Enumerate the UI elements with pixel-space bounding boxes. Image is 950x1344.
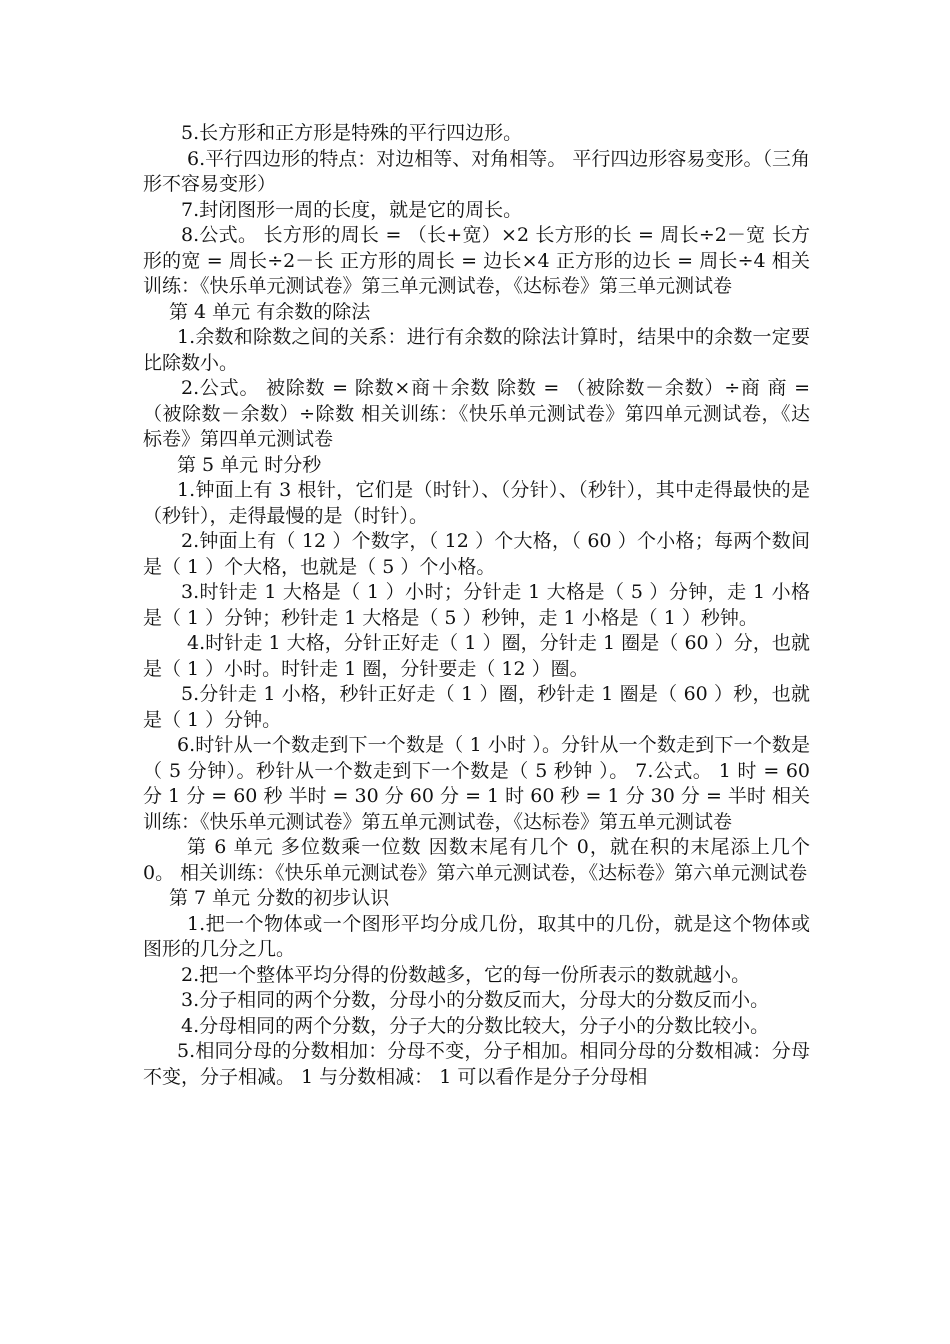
paragraph-minute-second: 5.分针走 1 小格，秒针正好走（ 1 ）圈，秒针走 1 圈是（ 60 ）秒，也就是（ 1 ）分钟。 — [143, 683, 810, 731]
section-heading-unit4: 第 4 单元 有余数的除法 — [169, 300, 371, 323]
paragraph-hand-movement: 3.时针走 1 大格是（ 1 ）小时；分针走 1 大格是（ 5 ）分钟，走 1 小格是（ 1 ）分钟；秒针走 1 大格是（ 5 ）秒钟，走 1 小格是（ 1 ）秒钟。 — [143, 581, 810, 629]
document-body — [143, 121, 810, 1090]
paragraph-clock-face: 2.钟面上有（ 12 ）个数字，（ 12 ）个大格，（ 60 ）个小格；每两个数间是（ 1 ）个大格，也就是（ 5 ）个小格。 — [143, 530, 810, 578]
section-heading-unit7: 第 7 单元 分数的初步认识 — [169, 887, 390, 909]
paragraph-fraction-definition: 1.把一个物体或一个图形平均分成几份，取其中的几份，就是这个物体或图形的几分之几。 — [143, 912, 810, 960]
paragraph-item-5: 5.长方形和正方形是特殊的平行四边形。 — [181, 122, 523, 144]
paragraph-clock-hands: 1.钟面上有 3 根针，它们是（时针）、（分针）、（秒针），其中走得最快的是（秒针），走得最慢的是（时针）。 — [143, 479, 810, 527]
paragraph-hour-minute: 4.时针走 1 大格，分针正好走（ 1 ）圈，分针走 1 圈是（ 60 ）分，也就是（ 1 ）小时。时针走 1 圈，分针要走（ 12 ）圈。 — [143, 632, 810, 680]
section-heading-unit6: 第 6 单元 多位数乘一位数 因数末尾有几个 0，就在积的末尾添上几个 0。 相关训练：《快乐单元测试卷》第六单元测试卷，《达标卷》第六单元测试卷 — [143, 836, 810, 884]
section-heading-unit5: 第 5 单元 时分秒 — [177, 453, 322, 476]
paragraph-same-denominator: 4.分母相同的两个分数，分子大的分数比较大，分子小的分数比较小。 — [181, 1014, 770, 1037]
paragraph-fraction-parts: 2.把一个整体平均分得的份数越多，它的每一份所表示的数就越小。 — [181, 963, 751, 986]
paragraph-item-7: 7.封闭图形一周的长度，就是它的周长。 — [181, 198, 523, 221]
paragraph-item-6: 6.平行四边形的特点：对边相等、对角相等。 平行四边形容易变形。（三角形不容易变形） — [143, 147, 810, 195]
paragraph-same-numerator: 3.分子相同的两个分数，分母小的分数反而大，分母大的分数反而小。 — [181, 989, 770, 1011]
paragraph-time-formulas: 6.时针从一个数走到下一个数是（ 1 小时 ）。分针从一个数走到下一个数是（ 5 分钟）。秒针从一个数走到下一个数是（ 5 秒钟 ）。 7.公式。 1 时 = 60 分 1 分 = 60 秒 半时 = 30 分 60 分 = 1 时 60 秒 = 1 分 30 分 = 半时 相关训练：《快乐单元测试卷》第五单元测试卷，《达标卷》第五单元测试卷 — [143, 734, 810, 833]
paragraph-fraction-addition: 5.相同分母的分数相加：分母不变，分子相加。相同分母的分数相减：分母不变，分子相减。 1 与分数相减： 1 可以看作是分子分母相 — [143, 1040, 810, 1088]
paragraph-formulas-unit3: 8.公式。 长方形的周长 = （长+宽）×2 长方形的长 = 周长÷2－宽 长方形的宽 = 周长÷2－长 正方形的周长 = 边长×4 正方形的边长 = 周长÷4 相关训练：《快乐单元测试卷》第三单元测试卷，《达标卷》第三单元测试卷 — [143, 224, 810, 297]
paragraph-formulas-unit4: 2.公式。 被除数 = 除数×商＋余数 除数 = （被除数－余数）÷商 商 = （被除数－余数）÷除数 相关训练：《快乐单元测试卷》第四单元测试卷，《达标卷》第四单元测试卷 — [143, 377, 810, 450]
paragraph-remainder-relation: 1.余数和除数之间的关系：进行有余数的除法计算时，结果中的余数一定要比除数小。 — [143, 326, 810, 374]
